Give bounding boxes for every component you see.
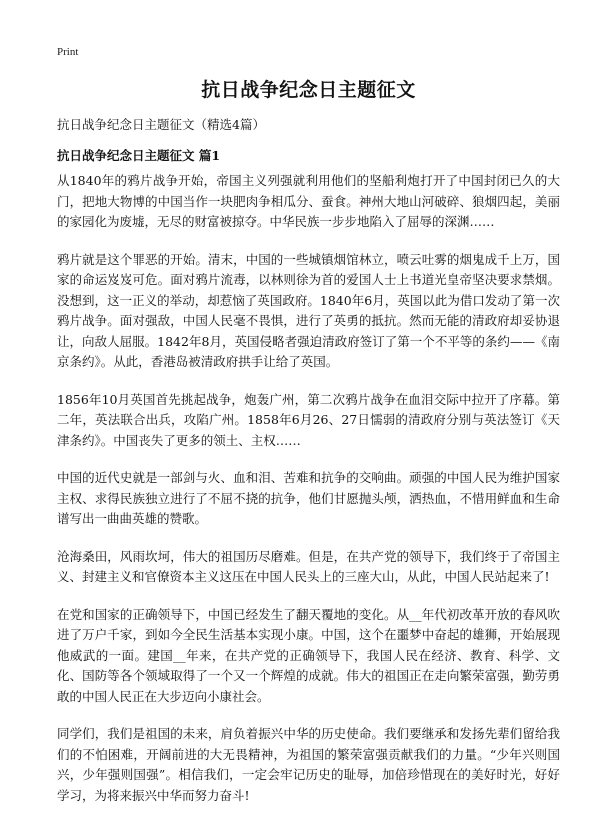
paragraph: 从1840年的鸦片战争开始，帝国主义列强就利用他们的坚船利炮打开了中国封闭已久的大门，把地大物博的中国当作一块肥肉争相瓜分、蚕食。神州大地山河破碎、狼烟四起，美丽的家园化为废墟，无尽的财富被掠夺。中华民族一步步地陷入了屈辱的深渊…… [57, 173, 560, 229]
paragraph: 鸦片就是这个罪恶的开始。清末，中国的一些城镇烟馆林立，喷云吐雾的烟鬼成千上万，国家的命运岌岌可危。面对鸦片流毒，以林则徐为首的爱国人士上书道光皇帝坚决要求禁烟。没想到，这一正义的举动，却惹恼了英国政府。1840年6月，英国以此为借口发动了第一次鸦片战争。面对强敌，中国人民毫不畏惧，进行了英勇的抵抗。然而无能的清政府却妥协退让，向敌人屈服。1842年8月，英国侵略者强迫清政府签订了第一个不平等的条约——《南京条约》。从此，香港岛被清政府拱手让给了英国。 [57, 251, 560, 369]
section-heading: 抗日战争纪念日主题征文 篇1 [57, 148, 221, 163]
paragraph: 同学们，我们是祖国的未来，肩负着振兴中华的历史使命。我们要继承和发扬先辈们留给我们的不怕困难，开阔前进的大无畏精神，为祖国的繁荣富强贡献我们的力量。“少年兴则国兴，少年强则国强”。相信我们，一定会牢记历史的耻辱，加倍珍惜现在的美好时光，好好学习，为将来振兴中华而努力奋斗! [57, 726, 560, 803]
paragraph: 1856年10月英国首先挑起战争，炮轰广州，第二次鸦片战争在血泪交际中拉开了序幕。第二年，英法联合出兵，攻陷广州。1858年6月26、27日懦弱的清政府分别与英法签订《天津条约》。中国丧失了更多的领土、主权…… [57, 391, 560, 448]
document-subtitle: 抗日战争纪念日主题征文（精选4篇） [57, 117, 265, 132]
paragraph: 沧海桑田，风雨坎坷，伟大的祖国历尽磨难。但是，在共产党的领导下，我们终于了帝国主义、封建主义和官僚资本主义这压在中国人民头上的三座大山，从此，中国人民站起来了! [57, 548, 560, 584]
page-title: 抗日战争纪念日主题征文 [201, 79, 416, 101]
print-link[interactable]: Print [57, 46, 79, 58]
article-body [57, 171, 560, 806]
paragraph: 在党和国家的正确领导下，中国已经发生了翻天覆地的变化。从__年代初改革开放的春风吹进了万户千家，到如今全民生活基本实现小康。中国，这个在噩梦中奋起的雄狮，开始展现他威武的一面。建国__年来，在共产党的正确领导下，我国人民在经济、教育、科学、文化、国防等各个领域取得了一个又一个辉煌的成就。伟大的祖国正在走向繁荣富强，勤劳勇敢的中国人民正在大步迈向小康社会。 [57, 606, 560, 704]
paragraph: 中国的近代史就是一部剑与火、血和泪、苦难和抗争的交响曲。顽强的中国人民为维护国家主权、求得民族独立进行了不屈不挠的抗争，他们甘愿抛头颅，洒热血，不惜用鲜血和生命谱写出一曲曲英雄的赞歌。 [57, 470, 560, 526]
